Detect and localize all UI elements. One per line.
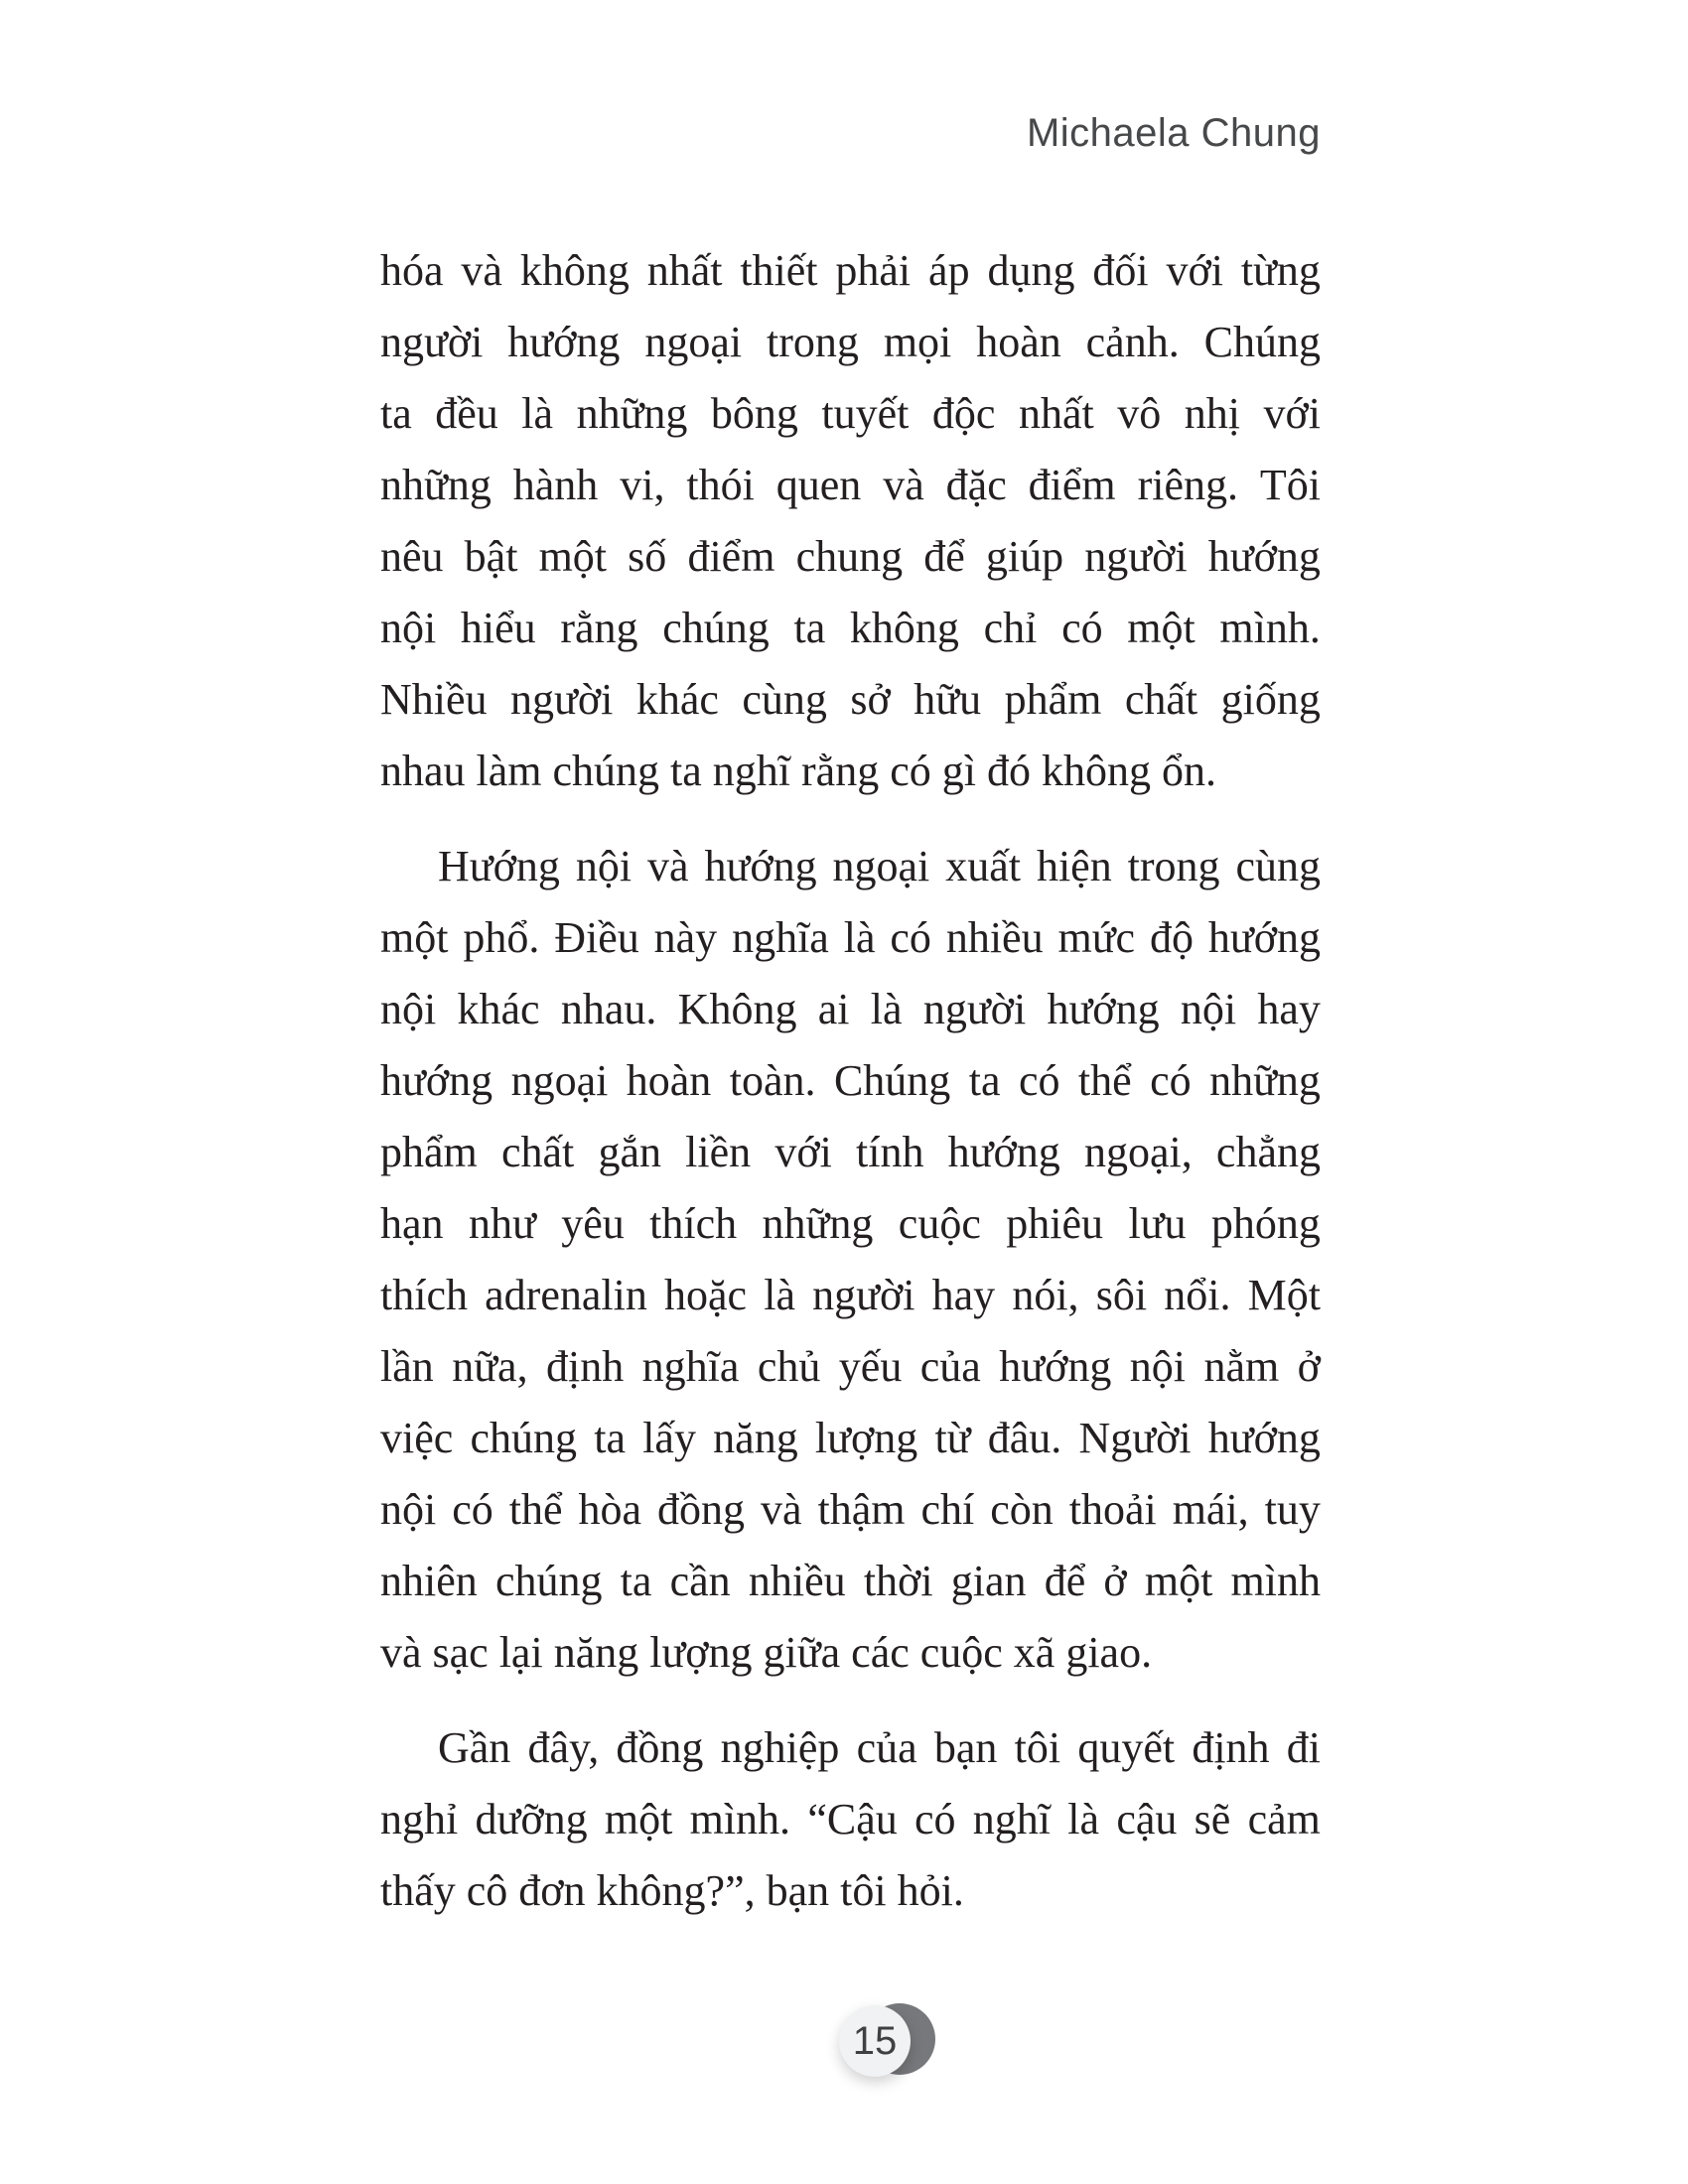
text-line: Nhiều người khác cùng sở hữu phẩm chất giống	[380, 675, 1321, 724]
text-line: nội có thể hòa đồng và thậm chí còn thoải mái, tuy	[380, 1485, 1321, 1534]
paragraph	[380, 831, 1321, 1689]
text-line: nội khác nhau. Không ai là người hướng nội hay	[380, 985, 1321, 1033]
text-line: phẩm chất gắn liền với tính hướng ngoại, chẳng	[380, 1128, 1321, 1176]
running-header-author: Michaela Chung	[1026, 111, 1321, 155]
text-line: hướng ngoại hoàn toàn. Chúng ta có thể có những	[380, 1056, 1321, 1105]
text-line: Hướng nội và hướng ngoại xuất hiện trong cùng	[438, 842, 1321, 890]
body-text-block	[380, 235, 1321, 1951]
text-line: hóa và không nhất thiết phải áp dụng đối với từng	[380, 246, 1321, 295]
text-line: thích adrenalin hoặc là người hay nói, sôi nổi. Một	[380, 1271, 1321, 1319]
paragraph	[380, 1712, 1321, 1927]
text-line: Gần đây, đồng nghiệp của bạn tôi quyết định đi	[438, 1723, 1321, 1772]
paragraph	[380, 235, 1321, 807]
text-line: hạn như yêu thích những cuộc phiêu lưu phóng	[380, 1199, 1321, 1248]
page-number: 15	[852, 2018, 898, 2063]
text-line: người hướng ngoại trong mọi hoàn cảnh. Chúng	[380, 318, 1321, 366]
text-line: lần nữa, định nghĩa chủ yếu của hướng nội nằm ở	[380, 1342, 1321, 1391]
page-badge-light-circle	[839, 2005, 911, 2077]
text-line: và sạc lại năng lượng giữa các cuộc xã giao.	[380, 1628, 1153, 1677]
text-line: một phổ. Điều này nghĩa là có nhiều mức độ hướng	[380, 913, 1321, 962]
text-line: nhiên chúng ta cần nhiều thời gian để ở một mình	[380, 1557, 1321, 1605]
page-number-badge	[839, 2003, 938, 2079]
text-line: thấy cô đơn không?”, bạn tôi hỏi.	[380, 1866, 964, 1915]
text-line: nội hiểu rằng chúng ta không chỉ có một mình.	[380, 604, 1321, 652]
text-line: nghỉ dưỡng một mình. “Cậu có nghĩ là cậu sẽ cảm	[380, 1795, 1321, 1843]
text-line: nhau làm chúng ta nghĩ rằng có gì đó không ổn.	[380, 747, 1216, 795]
text-line: ta đều là những bông tuyết độc nhất vô nhị với	[380, 389, 1321, 438]
text-line: việc chúng ta lấy năng lượng từ đâu. Người hướng	[380, 1414, 1321, 1462]
text-line: nêu bật một số điểm chung để giúp người hướng	[380, 532, 1321, 581]
text-line: những hành vi, thói quen và đặc điểm riêng. Tôi	[380, 461, 1321, 509]
